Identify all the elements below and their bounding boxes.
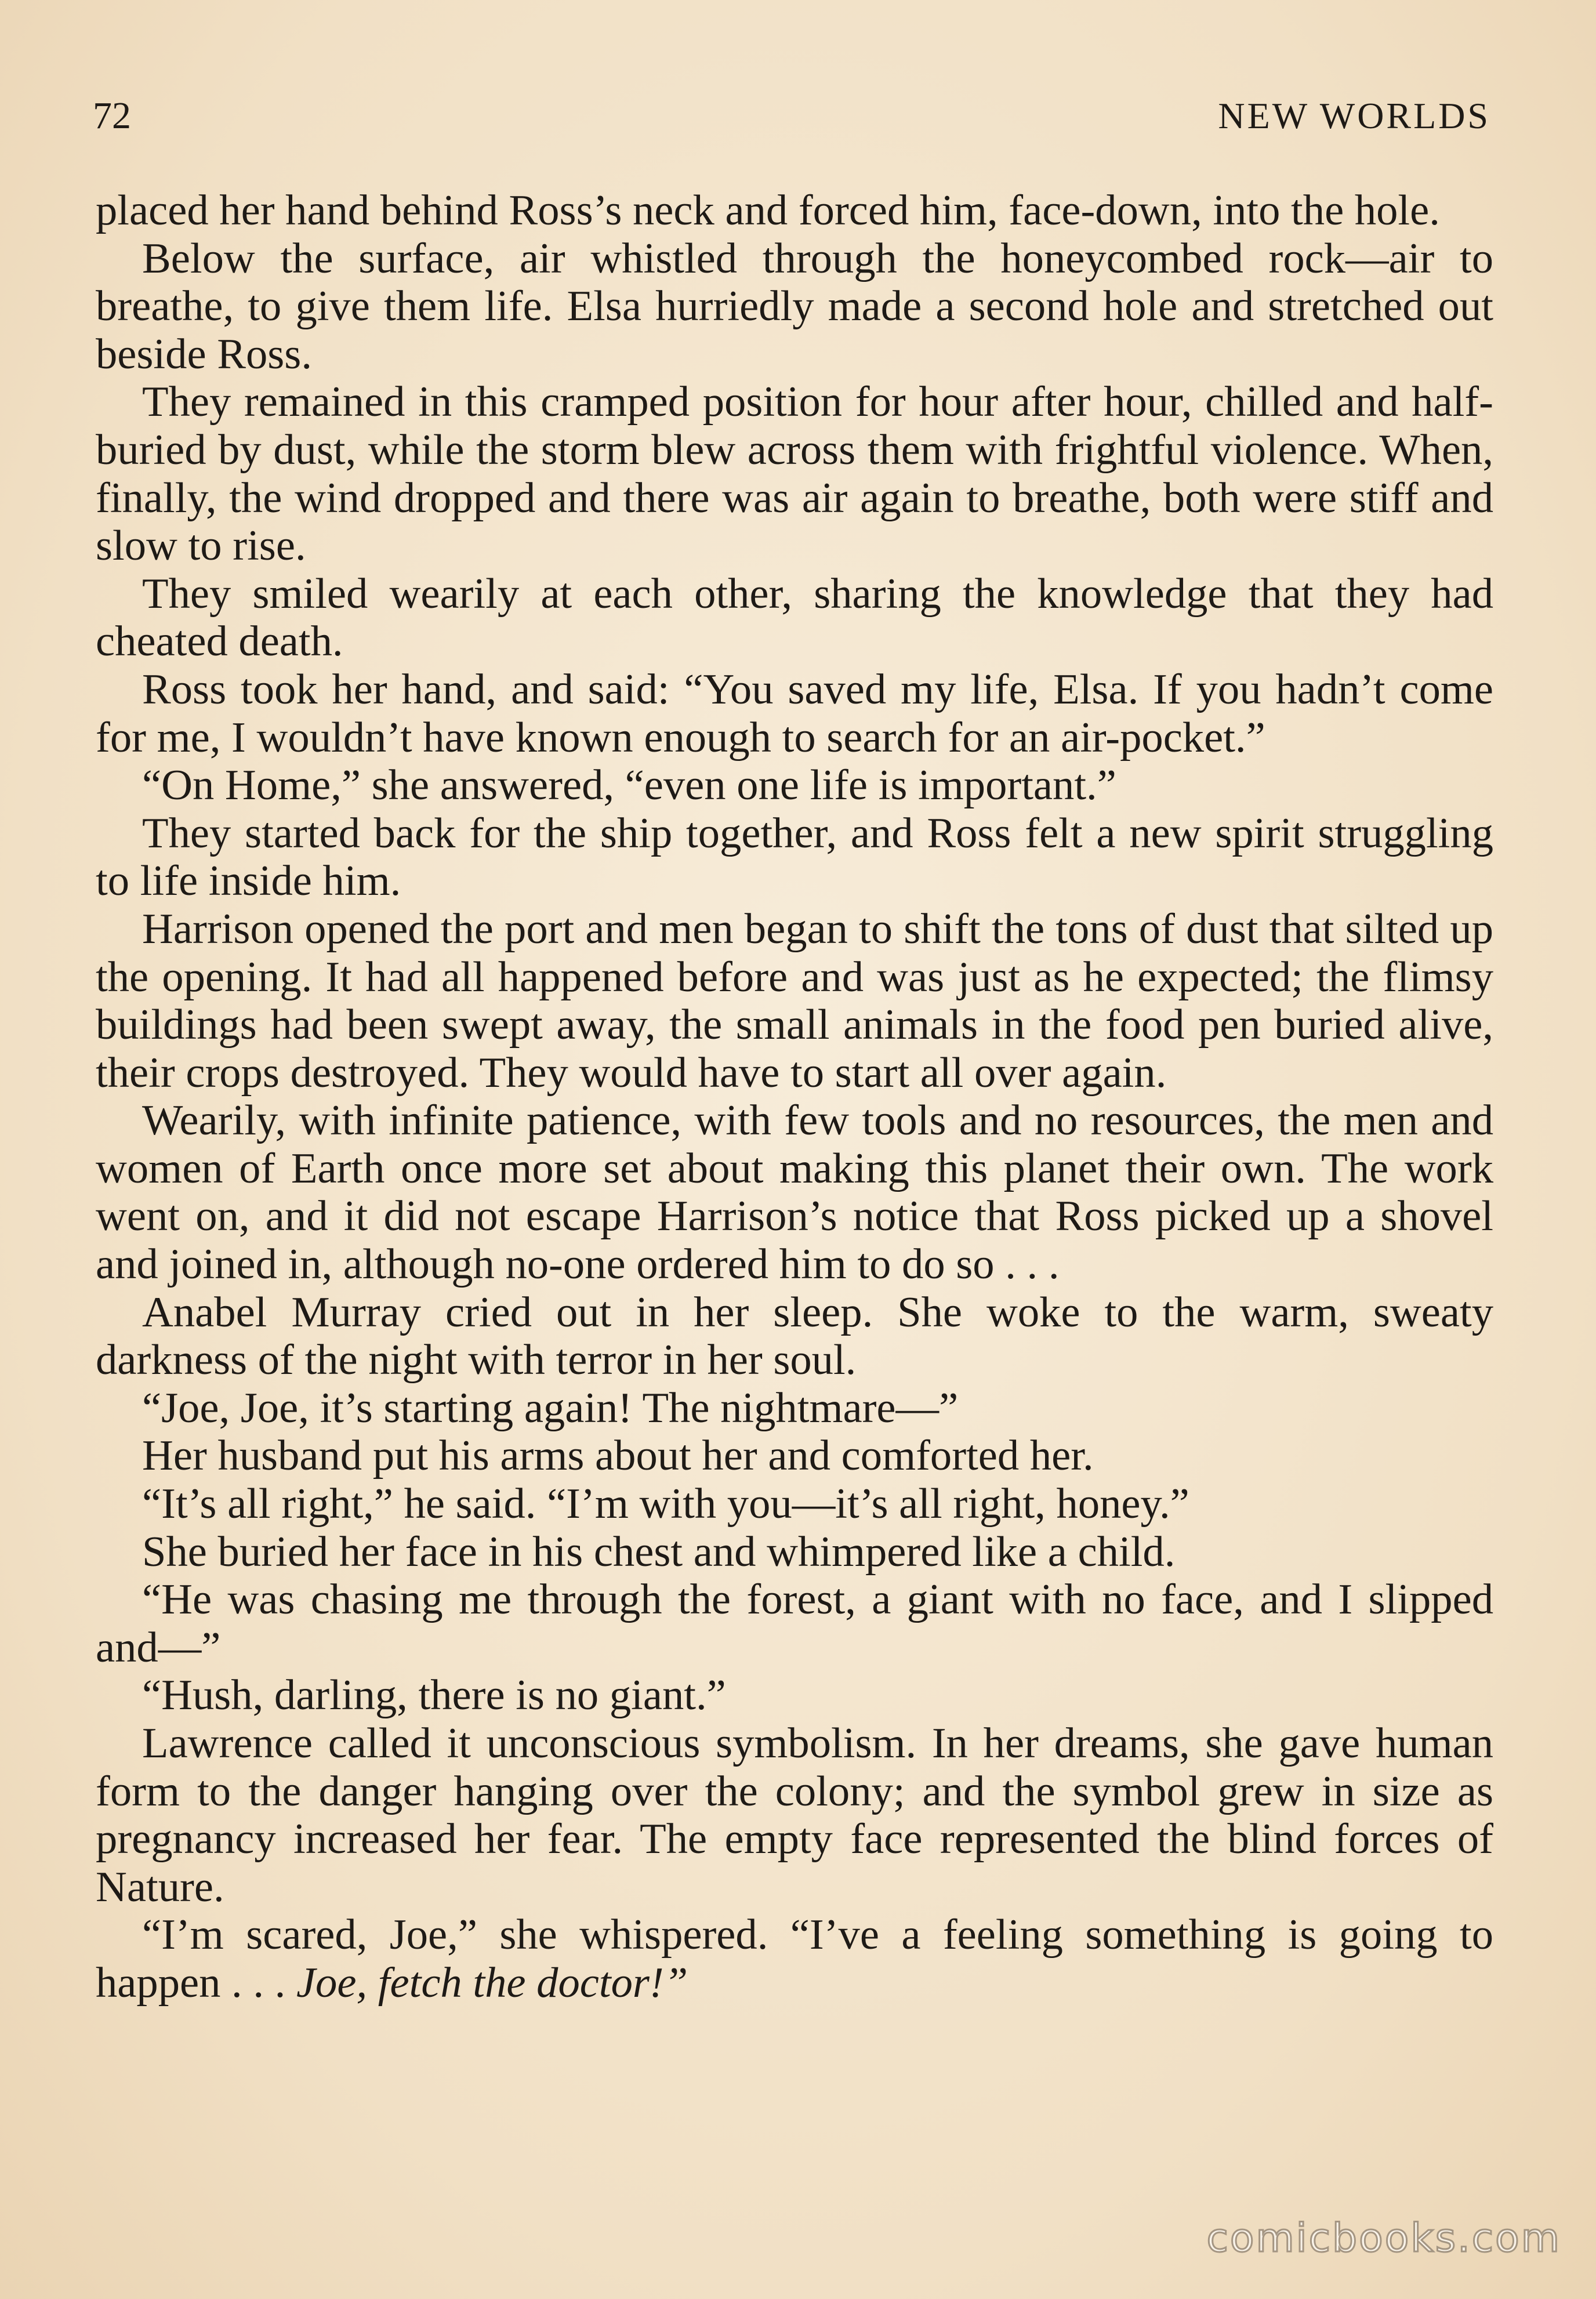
paragraph: She buried her face in his chest and whimpered like a child. [142, 1528, 1176, 1576]
paragraph: They smiled wearily at each other, sharing the knowledge that they had cheated death. [96, 570, 1493, 666]
page-number: 72 [93, 95, 131, 137]
paragraph: “He was chasing me through the forest, a giant with no face, and I slipped and—” [96, 1576, 1493, 1671]
paragraph: Lawrence called it unconscious symbolism. In her dreams, she gave human form to the danger hanging over the colony; and the symbol grew in size as pregnancy increased her fear. The empty face represented the blind forces of Nature. [96, 1720, 1493, 1911]
body-text [96, 187, 1493, 2007]
paragraph: “On Home,” she answered, “even one life is important.” [142, 762, 1116, 810]
italic-text: Joe, fetch the doctor!” [296, 1959, 688, 2007]
paragraph: “It’s all right,” he said. “I’m with you—it’s all right, honey.” [142, 1480, 1189, 1528]
paragraph: Below the surface, air whistled through the honeycombed rock—air to breathe, to give them life. Elsa hurriedly made a second hole and stretched out beside Ross. [96, 234, 1493, 378]
page-header [93, 87, 1490, 145]
running-head: NEW WORLDS [1218, 95, 1490, 136]
paragraph: They remained in this cramped position for hour after hour, chilled and half-buried by dust, while the storm blew across them with frightful violence. When, finally, the wind dropped and there was air again to breathe, both were stiff and slow to rise. [96, 378, 1493, 570]
paragraph: They started back for the ship together, and Ross felt a new spirit struggling to life inside him. [96, 809, 1493, 905]
paragraph: Wearily, with infinite patience, with few tools and no resources, the men and women of Earth once more set about making this planet their own. The work went on, and it did not escape Harrison’s notice that Ross picked up a shovel and joined in, although no-one ordered him to do so . . . [96, 1097, 1493, 1289]
watermark-logo: comicbooks.com [1206, 2215, 1561, 2261]
paragraph: placed her hand behind Ross’s neck and forced him, face-down, into the hole. [96, 187, 1440, 234]
paragraph: “Hush, darling, there is no giant.” [142, 1671, 726, 1720]
paragraph: Anabel Murray cried out in her sleep. She woke to the warm, sweaty darkness of the night with terror in her soul. [96, 1288, 1493, 1384]
paragraph: Her husband put his arms about her and comforted her. [142, 1432, 1094, 1480]
paragraph: Ross took her hand, and said: “You saved my life, Elsa. If you hadn’t come for me, I wouldn’t have known enough to search for an air-pocket.” [96, 665, 1493, 762]
paragraph: Harrison opened the port and men began to shift the tons of dust that silted up the opening. It had all happened before and was just as he expected; the flimsy buildings had been swept away, the small animals in the food pen buried alive, their crops destroyed. They would have to start all over again. [96, 905, 1493, 1097]
paragraph: “I’m scared, Joe,” she whispered. “I’ve a feeling something is going to happen . . . Joe, fetch the doctor!” [96, 1911, 1493, 2007]
paragraph: “Joe, Joe, it’s starting again! The nightmare—” [142, 1384, 959, 1432]
